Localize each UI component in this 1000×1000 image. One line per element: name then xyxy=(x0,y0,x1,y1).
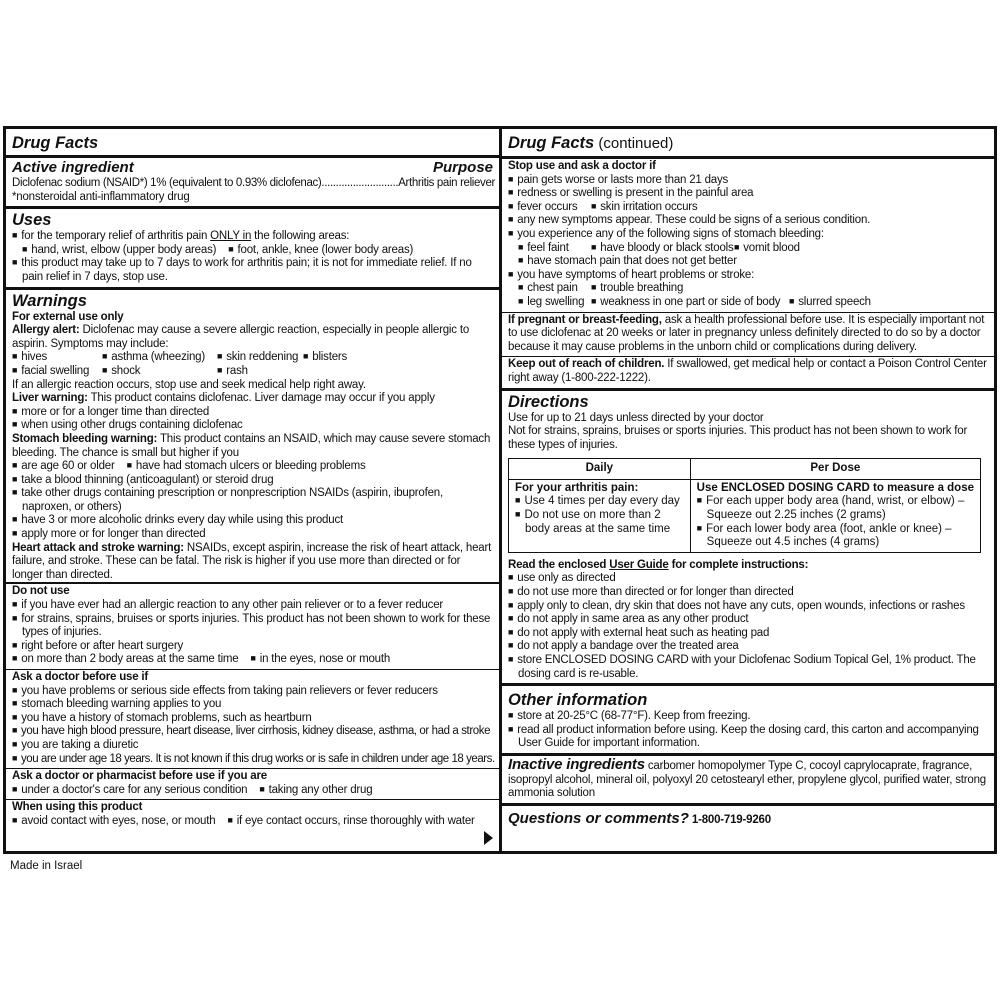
read-item: ■ do not apply with external heat such as heating pad xyxy=(508,627,988,641)
symptom-row xyxy=(12,351,493,365)
drug-facts-continued-title: Drug Facts (continued) xyxy=(508,134,674,152)
other-item: ■ read all product information before using. Keep the dosing card, this carton and accompanying User Guide for important information. xyxy=(508,724,988,751)
symptom-item: ■ facial swelling xyxy=(12,365,92,379)
drug-facts-header xyxy=(6,129,499,158)
ask-pharmacist-item: ■ under a doctor's care for any serious condition xyxy=(12,784,247,796)
inactive-text: carbomer homopolymer Type C, cocoyl caprylocaprate, fragrance, isopropyl alcohol, mineral oil, polyoxyl 20 cetostearyl ether, propylene glycol, purified water, strong ammonia solution xyxy=(508,759,986,800)
heart-sign: ■ slurred speech xyxy=(789,296,871,308)
uses-area-upper: ■ hand, wrist, elbow (upper body areas) xyxy=(22,244,216,256)
purpose-heading: Purpose xyxy=(432,159,493,176)
drug-facts-continued-header xyxy=(502,129,994,159)
uses-section xyxy=(6,209,499,289)
do-not-use-item: ■ if you have ever had an allergic reaction to any other pain reliever or to a fever reducer xyxy=(12,599,493,613)
drug-facts-title: Drug Facts xyxy=(12,134,99,152)
stomach-item: ■ apply more or for longer than directed xyxy=(12,528,493,542)
stomach-item: ■ are age 60 or older xyxy=(12,460,115,472)
stop-use-item: ■ you experience any of the following signs of stomach bleeding: xyxy=(508,228,988,242)
when-using-heading: When using this product xyxy=(12,801,143,814)
uses-area-lower: ■ foot, ankle, knee (lower body areas) xyxy=(228,244,413,256)
ask-pharmacist-section xyxy=(6,769,499,800)
questions-phone: 1-800-719-9260 xyxy=(688,813,771,826)
allergy-after-text: If an allergic reaction occurs, stop use and seek medical help right away. xyxy=(12,378,366,391)
warnings-heading: Warnings xyxy=(12,291,87,310)
do-not-use-item: ■ right before or after heart surgery xyxy=(12,640,493,654)
active-ingredient-section xyxy=(6,158,499,209)
other-information-section xyxy=(502,686,994,756)
liver-item: ■ when using other drugs containing diclofenac xyxy=(12,419,493,433)
ask-doctor-item: ■ you have problems or serious side effects from taking pain relievers or fever reducers xyxy=(12,685,493,699)
do-not-use-item: ■ on more than 2 body areas at the same time xyxy=(12,653,239,665)
heart-sign: ■ chest pain xyxy=(518,282,588,296)
stop-use-item: ■ skin irritation occurs xyxy=(591,201,697,213)
stop-use-item: ■ any new symptoms appear. These could be signs of a serious condition. xyxy=(508,214,988,228)
active-ingredient-heading: Active ingredient xyxy=(12,159,134,176)
ask-pharmacist-heading: Ask a doctor or pharmacist before use if you are xyxy=(12,770,267,783)
daily-cell: For your arthritis pain: ■ Use 4 times per day every day ■ Do not use on more than 2 body areas at the same time xyxy=(509,479,691,552)
stop-use-item: ■ pain gets worse or lasts more than 21 days xyxy=(508,174,988,188)
stop-use-item: ■ fever occurs xyxy=(508,201,588,215)
children-label: Keep out of reach of children. xyxy=(508,358,665,371)
ask-doctor-item: ■ you have high blood pressure, heart disease, liver cirrhosis, kidney disease, asthma, or had a stroke xyxy=(12,725,493,739)
directions-heading: Directions xyxy=(508,392,589,411)
symptom-row xyxy=(12,365,493,379)
user-guide-line: Read the enclosed User Guide for complete instructions: xyxy=(508,558,809,571)
table-header-per-dose: Per Dose xyxy=(690,459,980,480)
do-not-use-section xyxy=(6,584,499,670)
symptom-item: ■ asthma (wheezing) xyxy=(102,351,207,365)
stomach-warning: Stomach bleeding warning: This product contains an NSAID, which may cause severe stomach bleeding. The chance is small but higher if you xyxy=(12,432,491,459)
when-using-item: ■ avoid contact with eyes, nose, or mouth xyxy=(12,815,215,827)
uses-heading: Uses xyxy=(12,211,52,230)
daily-item: ■ Use 4 times per day every day xyxy=(515,495,684,509)
warnings-section xyxy=(6,290,499,583)
children-text: If swallowed, get medical help or contact a Poison Control Center right away (1-800-222-1222). xyxy=(508,358,987,384)
questions-section xyxy=(502,806,994,830)
children-section xyxy=(502,357,994,390)
ask-pharmacist-item: ■ taking any other drug xyxy=(259,784,372,796)
dosing-table xyxy=(508,458,981,553)
do-not-use-item: ■ in the eyes, nose or mouth xyxy=(251,653,391,665)
active-ingredient-line: Diclofenac sodium (NSAID*) 1% (equivalent to 0.93% diclofenac)...........................Arthritis pain reliever xyxy=(12,177,495,189)
dose-item: ■ For each upper body area (hand, wrist, or elbow) – Squeeze out 2.25 inches (2 grams) xyxy=(697,495,974,522)
ask-doctor-heading: Ask a doctor before use if xyxy=(12,671,149,683)
stop-use-item: ■ redness or swelling is present in the painful area xyxy=(508,187,988,201)
heart-sign: ■ leg swelling xyxy=(518,296,588,310)
inactive-heading: Inactive ingredients xyxy=(508,755,645,773)
liver-warning: Liver warning: This product contains diclofenac. Liver damage may occur if you apply xyxy=(12,392,435,405)
pregnancy-text: ask a health professional before use. It is especially important not to use diclofenac at 20 weeks or later in pregnancy unless definitely directed to do so by a doctor because it may cause problems in the unborn child or complications during delivery. xyxy=(508,313,985,353)
uses-item: ■ for the temporary relief of arthritis pain ONLY in the following areas: xyxy=(12,230,493,244)
directions-section xyxy=(502,391,994,687)
stomach-item: ■ have 3 or more alcoholic drinks every day while using this product xyxy=(12,514,493,528)
symptom-item: ■ hives xyxy=(12,351,92,365)
liver-item: ■ more or for a longer time than directed xyxy=(12,406,493,420)
heart-sign: ■ weakness in one part or side of body xyxy=(591,296,786,310)
inactive-ingredients-section xyxy=(502,756,994,806)
symptom-item: ■ rash xyxy=(217,365,248,379)
table-header-daily: Daily xyxy=(509,459,691,480)
symptom-item: ■ blisters xyxy=(303,351,347,365)
heart-sign: ■ trouble breathing xyxy=(591,282,683,294)
external-use-text: For external use only xyxy=(12,310,124,323)
bleeding-sign: ■ feel faint xyxy=(518,242,588,256)
other-information-heading: Other information xyxy=(508,691,648,710)
read-item: ■ do not apply in same area as any other product xyxy=(508,613,988,627)
read-item: ■ store ENCLOSED DOSING CARD with your Diclofenac Sodium Topical Gel, 1% product. The dosing card is re-usable. xyxy=(508,654,988,681)
when-using-item: ■ if eye contact occurs, rinse thoroughly with water xyxy=(227,815,474,827)
read-item: ■ apply only to clean, dry skin that does not have any cuts, open wounds, infections or rashes xyxy=(508,600,988,614)
stomach-item: ■ have had stomach ulcers or bleeding problems xyxy=(127,460,366,472)
read-item: ■ use only as directed xyxy=(508,572,988,586)
stop-use-heading: Stop use and ask a doctor if xyxy=(508,160,656,172)
stomach-item: ■ take a blood thinning (anticoagulant) or steroid drug xyxy=(12,474,493,488)
ask-doctor-item: ■ you have a history of stomach problems, such as heartburn xyxy=(12,712,493,726)
other-item: ■ store at 20-25°C (68-77°F). Keep from freezing. xyxy=(508,710,988,724)
allergy-alert: Allergy alert: Diclofenac may cause a severe allergic reaction, especially in people allergic to aspirin. Symptoms may include: xyxy=(12,324,470,350)
daily-item: ■ Do not use on more than 2 body areas at the same time xyxy=(515,509,684,536)
nsaid-footnote: *nonsteroidal anti-inflammatory drug xyxy=(12,190,190,203)
read-item: ■ do not apply a bandage over the treated area xyxy=(508,640,988,654)
continue-arrow-icon xyxy=(484,831,493,845)
stop-use-item: ■ you have symptoms of heart problems or stroke: xyxy=(508,269,988,283)
made-in-text: Made in Israel xyxy=(10,860,83,872)
ask-doctor-item: ■ you are taking a diuretic xyxy=(12,739,493,753)
do-not-use-heading: Do not use xyxy=(12,585,70,598)
drug-facts-label xyxy=(3,126,997,854)
right-column xyxy=(502,129,994,851)
ask-doctor-item: ■ you are under age 18 years. It is not known if this drug works or is safe in children under age 18 years. xyxy=(12,753,493,767)
stomach-item: ■ take other drugs containing prescription or nonprescription NSAIDs (aspirin, ibuprofen, naproxen, or others) xyxy=(12,487,493,514)
read-item: ■ do not use more than directed or for longer than directed xyxy=(508,586,988,600)
ask-doctor-section xyxy=(6,670,499,769)
bleeding-sign: ■ vomit blood xyxy=(734,242,800,254)
do-not-use-item: ■ for strains, sprains, bruises or sports injuries. This product has not been shown to work for these types of injuries. xyxy=(12,613,493,640)
stop-use-section xyxy=(502,159,994,313)
bleeding-sign: ■ have bloody or black stools xyxy=(591,242,731,256)
dose-item: ■ For each lower body area (foot, ankle or knee) – Squeeze out 4.5 inches (4 grams) xyxy=(697,523,974,550)
directions-line: Use for up to 21 days unless directed by your doctor xyxy=(508,411,764,424)
pregnancy-label: If pregnant or breast-feeding, xyxy=(508,313,662,326)
symptom-item: ■ shock xyxy=(102,365,207,379)
directions-line: Not for strains, sprains, bruises or sports injuries. This product has not been shown to work for these types of injuries. xyxy=(508,425,968,451)
when-using-section xyxy=(6,800,499,830)
heart-warning: Heart attack and stroke warning: NSAIDs, except aspirin, increase the risk of heart attack, heart failure, and stroke. These can be fatal. The risk is higher if you use more than directed or for longer than directed. xyxy=(12,541,492,581)
symptom-item: ■ skin reddening xyxy=(217,351,293,365)
per-dose-cell: Use ENCLOSED DOSING CARD to measure a dose ■ For each upper body area (hand, wrist, or elbow) – Squeeze out 2.25 inches (2 grams) ■ For each lower body area (foot, ankle or knee) – Squeeze out 4.5 inches (4 grams) xyxy=(690,479,980,552)
pregnancy-section xyxy=(502,313,994,358)
bleeding-sign: ■ have stomach pain that does not get better xyxy=(508,255,988,269)
questions-heading: Questions or comments? xyxy=(508,809,689,827)
ask-doctor-item: ■ stomach bleeding warning applies to you xyxy=(12,698,493,712)
uses-item: ■ this product may take up to 7 days to work for arthritis pain; it is not for immediate relief. If no pain relief in 7 days, stop use. xyxy=(12,257,493,284)
left-column xyxy=(6,129,502,851)
